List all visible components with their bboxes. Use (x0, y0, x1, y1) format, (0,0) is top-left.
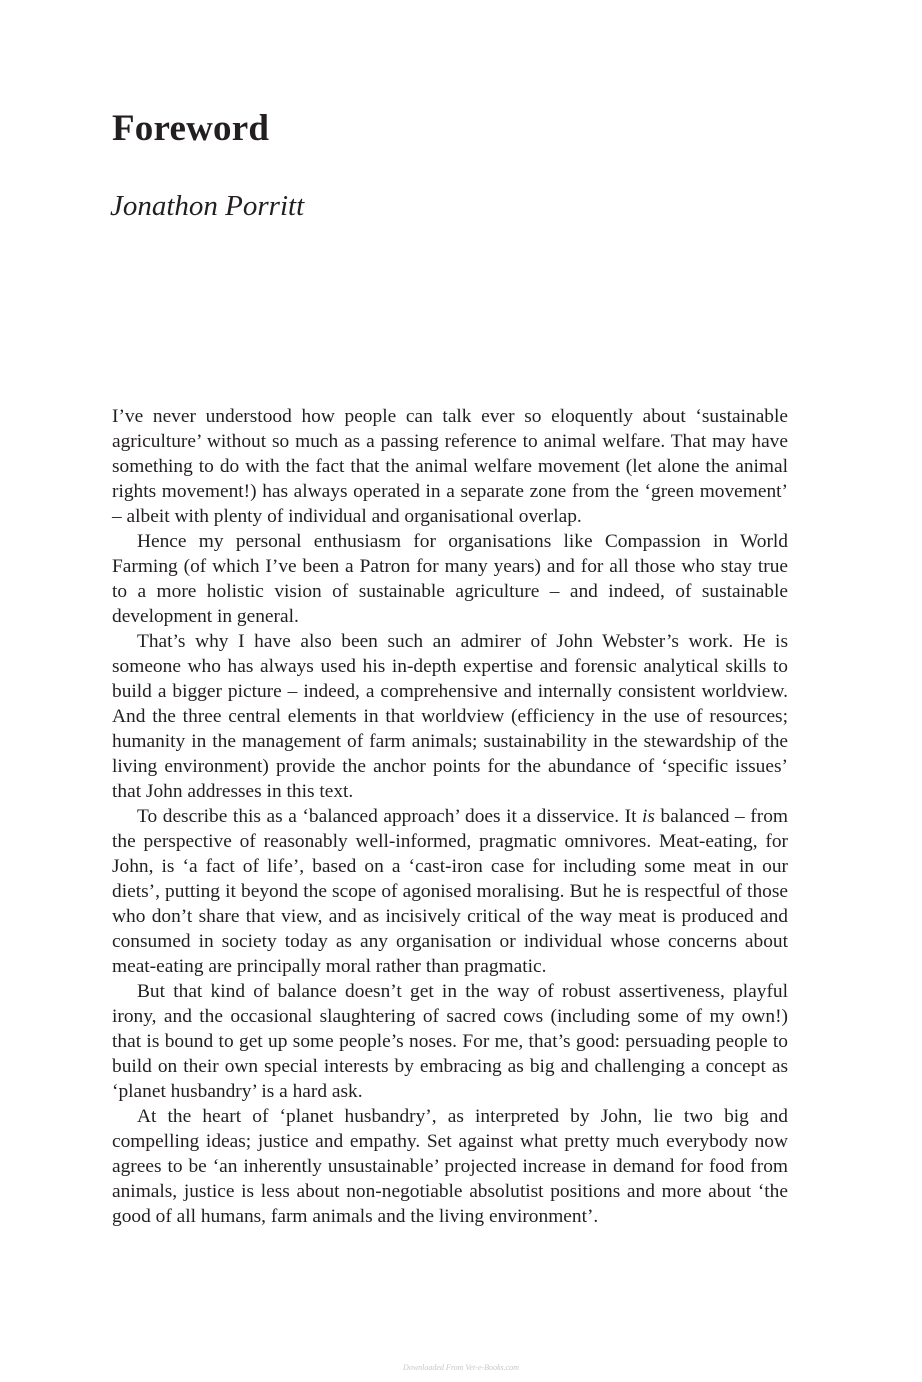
paragraph-6: At the heart of ‘planet husbandry’, as interpreted by John, lie two big and compelling ideas; justice and empathy. Set against what pretty much everybody now agrees to be ‘an inherently unsustainable’ projected increase in demand for food from animals, justice is less about non-negotiable absolutist positions and more about ‘the good of all humans, farm animals and the living environment’. (112, 1106, 788, 1227)
foreword-body (112, 404, 788, 1229)
paragraph-4 (112, 804, 788, 979)
chapter-title: Foreword (112, 108, 270, 149)
paragraph-2: Hence my personal enthusiasm for organisations like Compassion in World Farming (of which I’ve been a Patron for many years) and for all those who stay true to a more holistic vision of sustainable agriculture – and indeed, of sustainable development in general. (112, 531, 788, 627)
download-watermark: Downloaded From Vet-e-Books.com (403, 1363, 519, 1372)
paragraph-5: But that kind of balance doesn’t get in the way of robust assertiveness, playful irony, and the occasional slaughtering of sacred cows (including some of my own!) that is bound to get up some people’s noses. For me, that’s good: persuading people to build on their own special interests by embracing as big and challenging a concept as ‘planet husbandry’ is a hard ask. (112, 981, 788, 1102)
paragraph-1: I’ve never understood how people can talk ever so eloquently about ‘sustainable agriculture’ without so much as a passing reference to animal welfare. That may have something to do with the fact that the animal welfare movement (let alone the animal rights movement!) has always operated in a separate zone from the ‘green movement’ – albeit with plenty of individual and organisational overlap. (112, 406, 788, 527)
paragraph-3: That’s why I have also been such an admirer of John Webster’s work. He is someone who has always used his in-depth expertise and forensic analytical skills to build a bigger picture – indeed, a comprehensive and internally consistent worldview. And the three central elements in that worldview (efficiency in the use of resources; humanity in the management of farm animals; sustainability in the stewardship of the living environment) provide the anchor points for the abundance of ‘specific issues’ that John addresses in this text. (112, 631, 788, 802)
paragraph-4-emphasis: is (642, 806, 655, 827)
paragraph-4-text-after: balanced – from the perspective of reasonably well-informed, pragmatic omnivores. Meat-eating, for John, is ‘a fact of life’, based on a ‘cast-iron case for including some meat in our diets’, putting it beyond the scope of agonised moralising. But he is respectful of those who don’t share that view, and as incisively critical of the way meat is produced and consumed in society today as any organisation or individual whose concerns about meat-eating are principally moral rather than pragmatic. (112, 806, 788, 977)
chapter-author: Jonathon Porritt (110, 190, 305, 222)
paragraph-4-text-before: To describe this as a ‘balanced approach’ does it a disservice. It (137, 806, 643, 827)
